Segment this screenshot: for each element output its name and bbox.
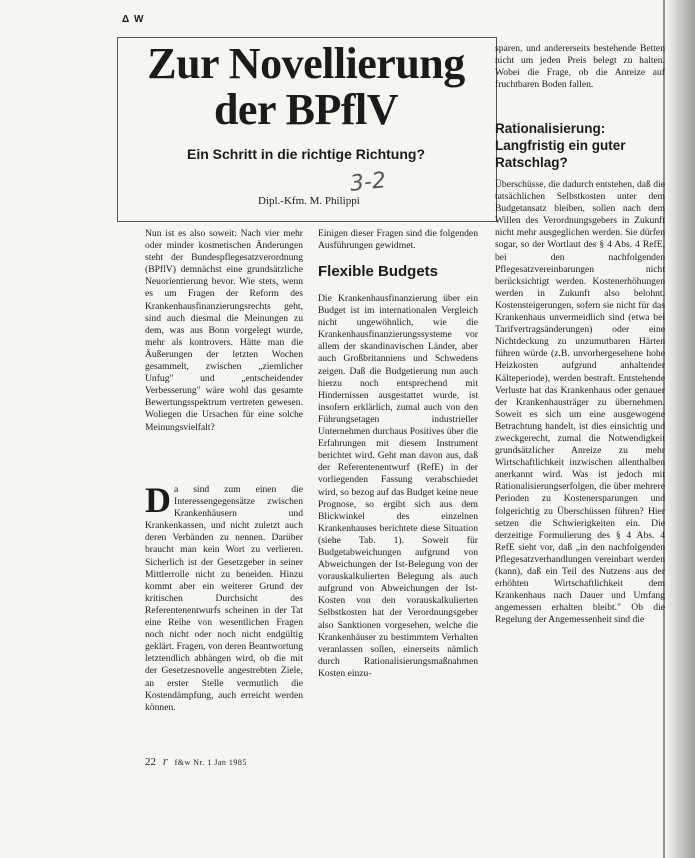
continuation-paragraph: sparen, und andererseits bestehende Betten nicht um jeden Preis belegt zu halten. Wobei die Frage, ob die Anreize auf fruchtbaren Boden fallen. bbox=[495, 43, 665, 91]
page-edge-shadow bbox=[665, 0, 695, 858]
column-2-body bbox=[318, 293, 478, 680]
magazine-logo: Δ W bbox=[122, 14, 145, 25]
drop-cap: D bbox=[145, 480, 171, 520]
article-title bbox=[117, 41, 495, 133]
column-3-top bbox=[495, 43, 665, 91]
page-footer bbox=[145, 753, 247, 769]
body-paragraph: a sind zum einen die Interessengegensätze zwischen Krankenhäusern und Krankenkassen, und nicht zuletzt auch deren Verbänden zu nennen. Darüber braucht man kein Wort zu verlieren. Sicherlich ist der Gesetzgeber in seiner Mittlerrolle nicht zu beneiden. Hinzu kommt aber ein weiterer Grund der kritischen Durchsicht des Referentenentwurfs scheinen in der Tat eine Reihe von wesentlichen Fragen noch nicht oder noch nicht endgültig geklärt. Fragen, von deren Beantwortung letztendlich abhängen wird, ob die mit der Gesetzesnovelle angestrebten Ziele, an erster Stelle vermutlich die Kostendämpfung, auch erreicht werden können. bbox=[145, 484, 303, 713]
column-1-body bbox=[145, 480, 303, 714]
transition-paragraph: Einigen dieser Fragen sind die folgenden Ausführungen gewidmet. bbox=[318, 228, 478, 252]
column-1-intro bbox=[145, 228, 303, 434]
title-line-2: der BPflV bbox=[213, 85, 399, 134]
title-line-1: Zur Novellierung bbox=[147, 39, 465, 88]
heading-flexible-budgets: Flexible Budgets bbox=[318, 263, 439, 280]
article-subtitle: Ein Schritt in die richtige Richtung? bbox=[186, 146, 425, 162]
rationalisierung-paragraph: Überschüsse, die dadurch entstehen, daß die tatsächlichen Selbstkosten unter dem Budgetansatz bleiben, sollen nach dem Willen des Verordnungsgebers in Zukunft nicht mehr ausgeglichen werden. Sie dürfen sogar, so der Wortlaut des § 4 Abs. 4 RefE, bei den nachfolgenden Pflegesatzvereinbarungen nicht berücksichtigt werden. Kostenerhöhungen werden in Zukunft also belohnt. Kostensteigerungen, sofern sie nicht für das Krankenhaus unvermeidlich sind (etwa bei Tarifvertragsänderungen) oder eine Nichtdeckung zu unzumutbaren Härten führen würde (z.B. unvorhergesehene hohe Heizkosten aufgrund anhaltender Kälteperiode), werden bestraft. Entstehende Verluste hat das Krankenhaus oder genauer der Krankenhausträger zu übernehmen. Soweit es sich um eine ausgewogene Betrachtung handelt, ist dies einsichtig und zweckgerecht, zumal die Notwendigkeit grundsätzlicher Anreize zu mehr Wirtschaftlichkeit inzwischen allenthalben anerkannt wird. Was ist jedoch mit Rationalisierungserfolgen, die über mehrere Perioden zu Kostenersparungen und folgerichtig zu Überschüssen führen? Hier setzen die Schwierigkeiten ein. Die derzeitige Formulierung des § 4 Abs. 4 RefE sieht vor, daß „in den nachfolgenden Pflegesatzverhandlungen vereinbart werden (kann), daß ein Teil des Nutzens aus der erhöhten Wirtschaftlichkeit dem Krankenhaus nach Dauer und Umfang angemessen erhalten bleibt." Ob die Regelung der Angemessenheit sind die bbox=[495, 179, 665, 626]
author-line: Dipl.-Kfm. M. Philippi bbox=[258, 195, 360, 207]
handwritten-note: 3-2 bbox=[348, 168, 388, 197]
page-number: 22 bbox=[145, 756, 156, 768]
magazine-issue: f&w Nr. 1 Jan 1985 bbox=[174, 758, 247, 767]
flexible-budgets-paragraph: Die Krankenhausfinanzierung über ein Budget ist im internationalen Vergleich nicht ungewöhnlich, wie die Krankenhausfinanzierungssysteme vor allem der skandinavischen Länder, aber auch Großbritanniens und Schwedens zeigen. Daß die Budgetierung nun auch hierzu noch entsprechend mit Hindernissen ausgestattet wurde, ist insofern erklärlich, zumal auch von den Führungsetagen industrieller Unternehmen durchaus Positives über die Erfahrungen mit diesem Instrument berichtet wird. Geht man davon aus, daß der Referentenentwurf (RefE) in der vorliegenden Fassung verabschiedet wird, so bezog auf das Budget keine neue Prognose, so ergibt sich aus dem Blickwinkel des einzelnen Krankenhauses berichtete diese Situation (siehe Tab. 1). Soweit für Budgetabweichungen aufgrund von Abweichungen der Ist-Belegung von der vorauskalkulierten Belegung als auch aufgrund von Abweichungen der Ist-Kosten von den vorauskalkulierten Selbstkosten hat der Verordnungsgeber also Sanktionen vorgesehen, welche die Krankenhäuser zu bestimmtem Verhalten veranlassen sollen, einerseits nämlich durch Rationalisierungsmaßnahmen Kosten einzu- bbox=[318, 293, 478, 679]
intro-paragraph: Nun ist es also soweit: Nach vier mehr oder minder kosmetischen Änderungen steht der Bundespflegesatzverordnung (BPflV) demnächst eine grundsätzliche Neuorientierung bevor. Wie stets, wenn es um Fragen der Reform des Krankenhausfinanzierungsrechts geht, sind auch diesmal die Meinungen zu dem, was aus Bonn vorgelegt wurde, mehr als kontrovers. Hätte man die Äußerungen der letzten Wochen gesammelt, zwischen „ziemlicher Unfug" und „entscheidender Verbesserung" wäre wohl das gesamte Bewertungsspektrum vertreten gewesen. Woliegen die Ursachen für eine solche Meinungsvielfalt? bbox=[145, 228, 303, 433]
column-2-top bbox=[318, 228, 478, 252]
column-3-body bbox=[495, 179, 665, 626]
handwritten-mark: r bbox=[162, 753, 168, 768]
heading-rationalisierung: Rationalisierung: Langfristig ein guter Ratschlag? bbox=[495, 121, 626, 170]
